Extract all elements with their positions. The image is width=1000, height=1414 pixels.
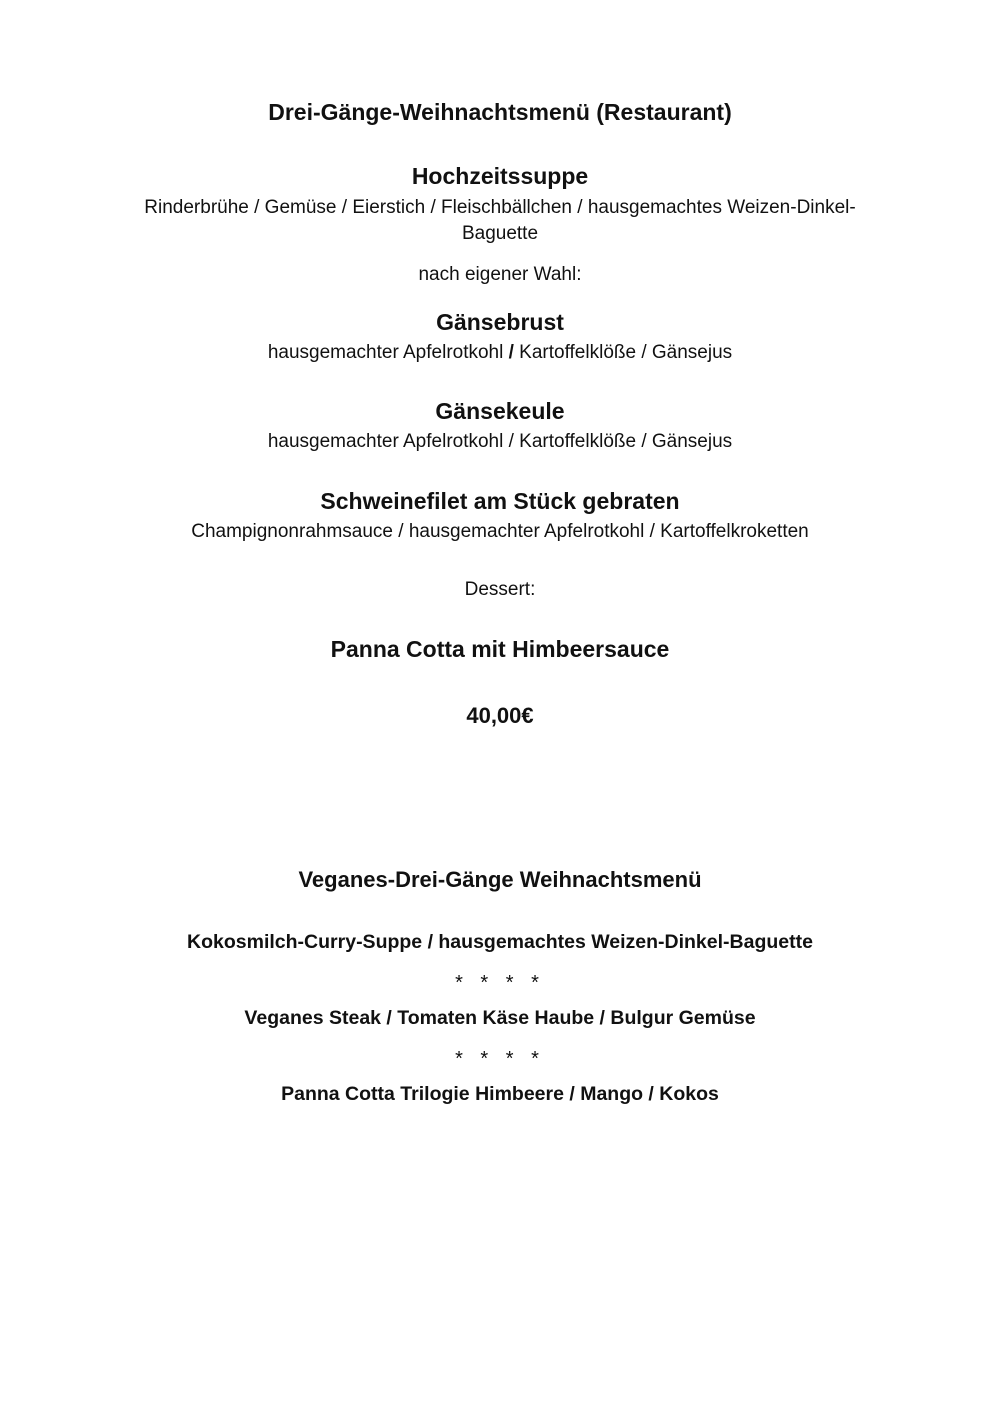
vegan-menu-title: Veganes-Drei-Gänge Weihnachtsmenü (298, 867, 702, 892)
vegan-separator-2: * * * * (455, 1048, 545, 1070)
soup-description-line1: Rinderbrühe / Gemüse / Eierstich / Fleischbällchen / hausgemachtes Weizen-Dinkel- (144, 197, 856, 218)
soup-name: Hochzeitssuppe (411, 163, 589, 189)
vegan-course-2: Veganes Steak / Tomaten Käse Haube / Bulgur Gemüse (244, 1007, 756, 1029)
vegan-course-1: Kokosmilch-Curry-Suppe / hausgemachtes Weizen-Dinkel-Baguette (187, 931, 813, 953)
main-3-description: Champignonrahmsauce / hausgemachter Apfelrotkohl / Kartoffelkroketten (191, 521, 809, 542)
restaurant-menu-title: Drei-Gänge-Weihnachtsmenü (Restaurant) (268, 99, 732, 125)
menu-price: 40,00€ (466, 703, 534, 728)
main-1-description (100, 342, 900, 364)
vegan-separator-1: * * * * (455, 972, 545, 994)
main-1-description-part2: Kartoffelklöße / Gänsejus (513, 342, 733, 363)
main-1-description-slash: / (508, 342, 514, 363)
main-2-name: Gänsekeule (435, 398, 565, 424)
dessert-label: Dessert: (464, 579, 536, 600)
main-1-description-part1: hausgemachter Apfelrotkohl (267, 342, 509, 363)
vegan-course-3: Panna Cotta Trilogie Himbeere / Mango / Kokos (281, 1083, 719, 1105)
main-1-name: Gänsebrust (436, 309, 564, 335)
choice-label: nach eigener Wahl: (418, 264, 582, 285)
soup-description-line2: Baguette (461, 223, 539, 244)
dessert-name: Panna Cotta mit Himbeersauce (330, 636, 670, 662)
main-3-name: Schweinefilet am Stück gebraten (320, 488, 680, 514)
main-2-description: hausgemachter Apfelrotkohl / Kartoffelklöße / Gänsejus (267, 431, 733, 452)
